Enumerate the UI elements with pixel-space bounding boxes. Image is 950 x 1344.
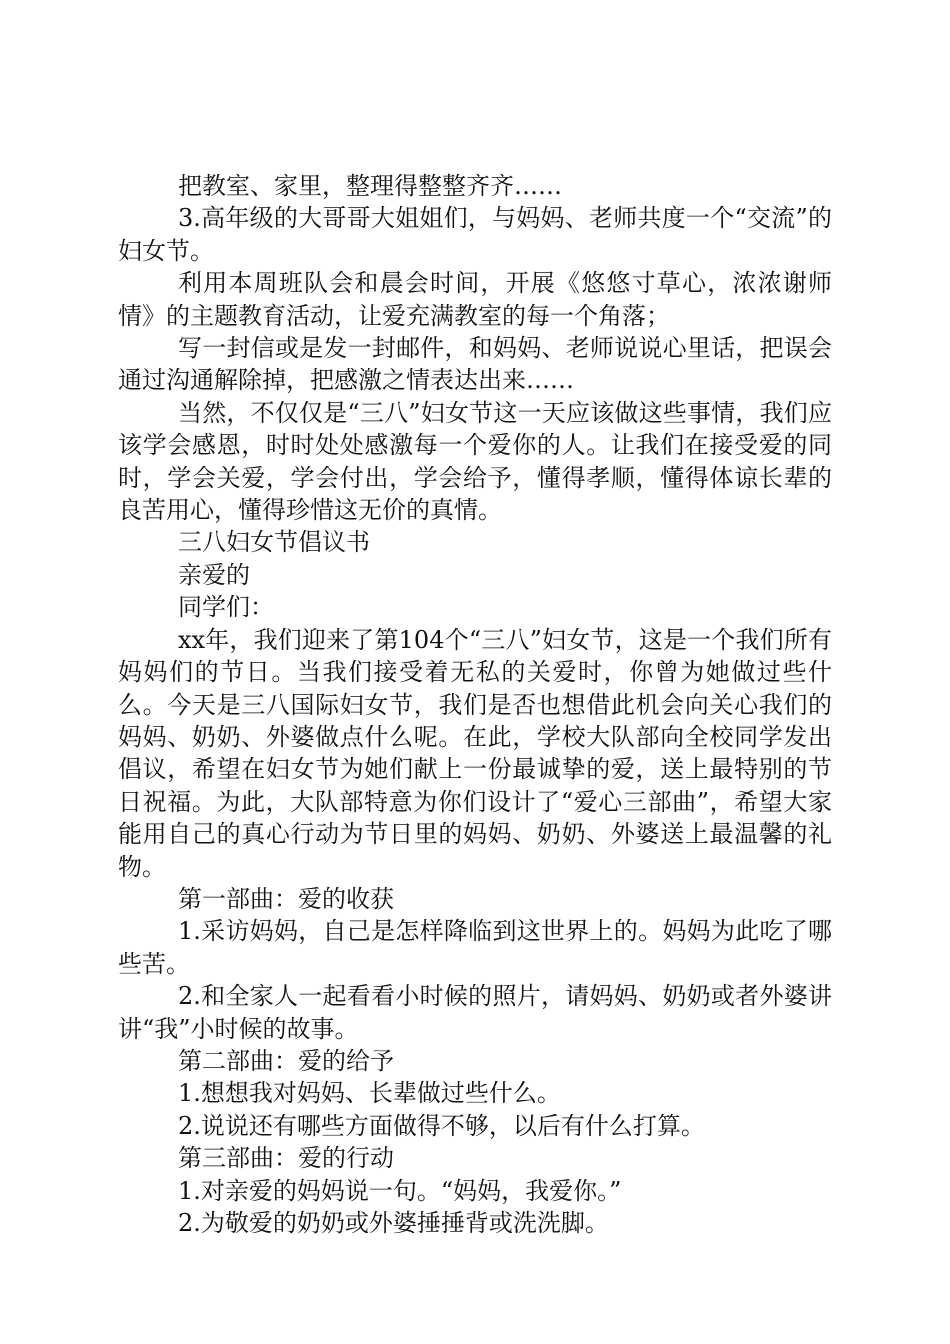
paragraph: 利用本周班队会和晨会时间，开展《悠悠寸草心，浓浓谢师情》的主题教育活动，让爱充满教室的每一个角落； [118,269,832,330]
list-item: 2.为敬爱的奶奶或外婆捶捶背或洗洗脚。 [178,1209,609,1237]
salutation: 同学们： [178,593,274,622]
paragraph: 写一封信或是发一封邮件，和妈妈、老师说说心里话，把误会通过沟通解除掉，把感激之情表达出来…… [118,334,832,395]
paragraph: 3.高年级的大哥哥大姐姐们，与妈妈、老师共度一个“交流”的妇女节。 [118,204,832,265]
list-item: 1.想想我对妈妈、长辈做过些什么。 [178,1079,561,1108]
section-title: 三八妇女节倡议书 [178,528,370,557]
list-item: 1.对亲爱的妈妈说一句。“妈妈，我爱你。” [178,1176,622,1205]
list-item: 2.说说还有哪些方面做得不够，以后有什么打算。 [178,1111,705,1140]
list-item: 1.采访妈妈，自己是怎样降临到这世界上的。妈妈为此吃了哪些苦。 [118,917,832,978]
section-heading: 第二部曲：爱的给予 [178,1046,394,1075]
document-body [118,170,832,1239]
salutation: 亲爱的 [178,560,250,589]
list-item: 2.和全家人一起看看小时候的照片，请妈妈、奶奶或者外婆讲讲“我”小时候的故事。 [118,982,832,1043]
section-heading: 第三部曲：爱的行动 [178,1144,394,1173]
paragraph: 当然，不仅仅是“三八”妇女节这一天应该做这些事情，我们应该学会感恩，时时处处感激每一个爱你的人。让我们在接受爱的同时，学会关爱，学会付出，学会给予，懂得孝顺，懂得体谅长辈的良苦用心，懂得珍惜这无价的真情。 [118,398,832,525]
section-heading: 第一部曲：爱的收获 [178,884,394,913]
paragraph: xx年，我们迎来了第104个“三八”妇女节，这是一个我们所有妈妈们的节日。当我们接受着无私的关爱时，你曾为她做过些什么。今天是三八国际妇女节，我们是否也想借此机会向关心我们的妈妈、奶奶、外婆做点什么呢。在此，学校大队部向全校同学发出倡议，希望在妇女节为她们献上一份最诚挚的爱，送上最特别的节日祝福。为此，大队部特意为你们设计了“爱心三部曲”，希望大家能用自己的真心行动为节日里的妈妈、奶奶、外婆送上最温馨的礼物。 [118,625,832,881]
paragraph: 把教室、家里，整理得整整齐齐…… [178,172,562,200]
